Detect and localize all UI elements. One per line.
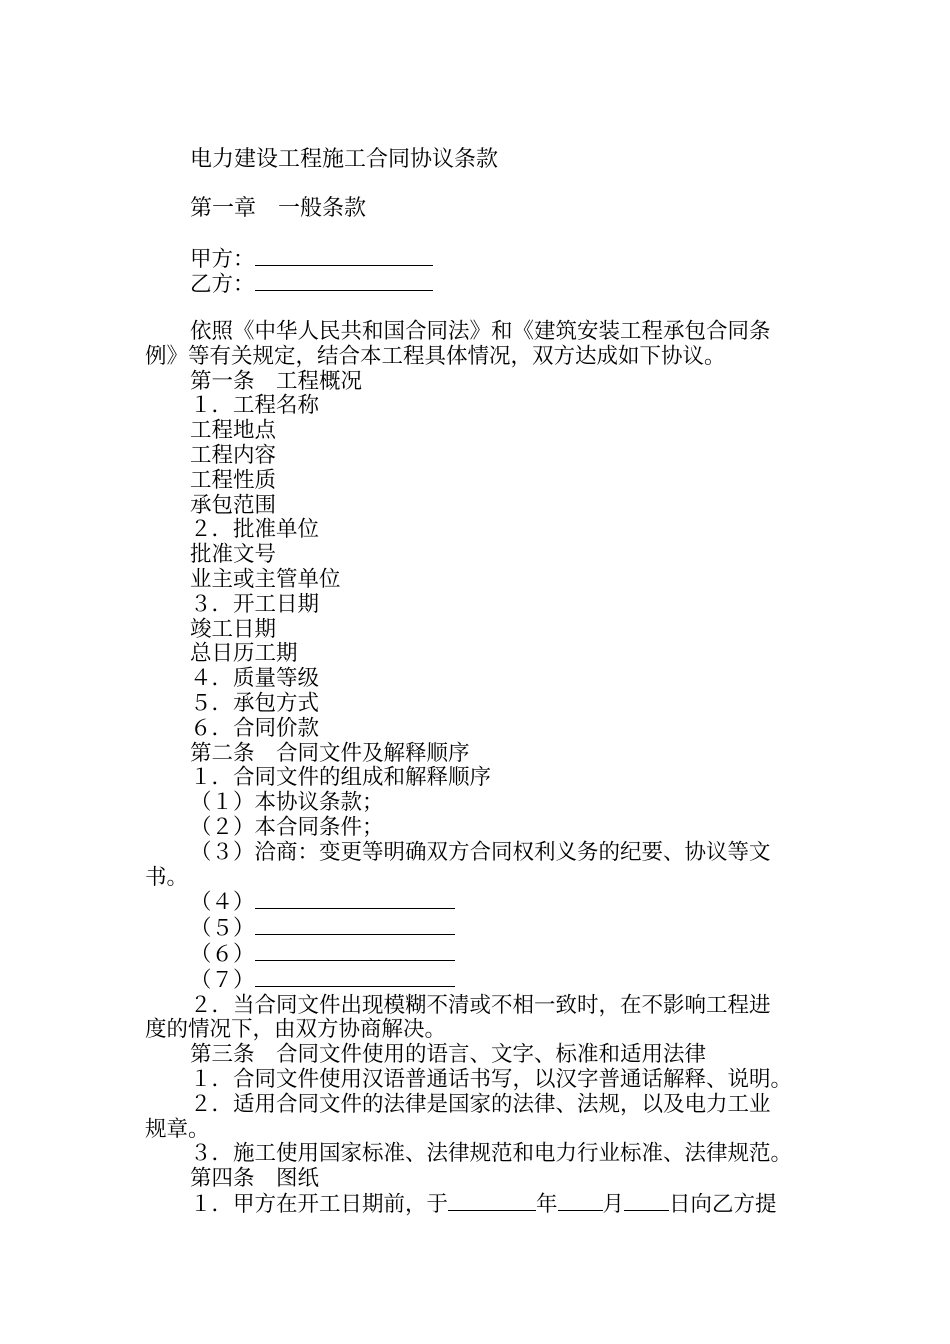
text-line [145, 1142, 825, 1167]
text-line [145, 816, 825, 841]
text-line [145, 791, 825, 816]
text-line-content: （４） [190, 890, 255, 916]
party-b-line [190, 272, 433, 297]
text-line-content: 依照《中华人民共和国合同法》和《建筑安装工程承包合同条 [190, 319, 771, 344]
text-line-content: １．合同文件使用汉语普通话书写，以汉字普通话解释、说明。 [190, 1066, 793, 1092]
text-line-content: ４．质量等级 [190, 666, 320, 692]
text-line [145, 419, 825, 444]
text-line-content: 业主或主管单位 [190, 566, 341, 592]
text-line-content: 工程内容 [190, 442, 277, 468]
fill-in-blank [255, 890, 455, 909]
chapter-heading: 第一章 一般条款 [190, 196, 367, 221]
text-line-content: 第一条 工程概况 [190, 368, 363, 394]
text-line [145, 394, 825, 419]
text-line-content: ６．合同价款 [190, 715, 320, 741]
text-line-content: （２）本合同条件； [190, 814, 384, 840]
party-b-label: 乙方： [190, 272, 255, 297]
text-line-content: 批准文号 [190, 542, 277, 568]
drawing-delivery-line [145, 1192, 825, 1218]
text-line-content: （３）洽商：变更等明确双方合同权利义务的纪要、协议等文 [190, 839, 771, 865]
text-line [145, 890, 825, 916]
text-line-content: 书。 [145, 864, 189, 890]
text-line-content: 总日历工期 [190, 641, 298, 667]
fill-in-blank [255, 942, 455, 961]
text-line [145, 568, 825, 593]
text-fragment: 日向乙方提 [669, 1191, 777, 1217]
text-line [145, 1043, 825, 1068]
fill-in-blank [255, 916, 455, 935]
text-fragment: 月 [602, 1191, 625, 1217]
text-line-content: ３．施工使用国家标准、法律规范和电力行业标准、法律规范。 [190, 1141, 793, 1167]
text-line [145, 994, 825, 1019]
party-b-blank [255, 272, 433, 291]
text-line [145, 1018, 825, 1043]
text-line [145, 692, 825, 717]
text-line [145, 1118, 825, 1143]
text-line-content: 工程地点 [190, 418, 277, 444]
text-line-content: 第四条 图纸 [190, 1166, 320, 1192]
text-line-content: ５．承包方式 [190, 690, 320, 716]
document-body [145, 320, 825, 1218]
text-line [145, 444, 825, 469]
text-line [145, 593, 825, 618]
text-line [145, 1093, 825, 1118]
text-line [145, 518, 825, 543]
text-line [145, 717, 825, 742]
text-line-content: 工程性质 [190, 467, 277, 493]
text-line [145, 469, 825, 494]
document-title: 电力建设工程施工合同协议条款 [190, 147, 499, 172]
text-line [145, 942, 825, 968]
text-line-content: ２．适用合同文件的法律是国家的法律、法规，以及电力工业 [190, 1091, 771, 1117]
text-line [145, 866, 825, 891]
text-line [145, 543, 825, 568]
party-a-label: 甲方： [190, 247, 255, 272]
text-line [145, 766, 825, 791]
text-line [145, 916, 825, 942]
text-line-content: 例》等有关规定，结合本工程具体情况，双方达成如下协议。 [145, 343, 726, 369]
fill-in-blank [255, 968, 455, 987]
text-line-content: 第三条 合同文件使用的语言、文字、标准和适用法律 [190, 1042, 707, 1068]
text-line-content: 承包范围 [190, 492, 277, 518]
text-fragment: 年 [536, 1191, 558, 1217]
text-line [145, 1068, 825, 1093]
text-line [145, 1167, 825, 1192]
text-line [145, 742, 825, 767]
text-line-content: 规章。 [145, 1116, 210, 1142]
party-a-line [190, 247, 433, 272]
date-blank [448, 1192, 536, 1211]
text-line-content: １．工程名称 [190, 393, 320, 419]
text-line [145, 320, 825, 345]
text-line [145, 370, 825, 395]
text-line [145, 841, 825, 866]
text-line [145, 667, 825, 692]
text-line-content: （５） [190, 916, 255, 942]
text-line [145, 968, 825, 994]
text-line [145, 494, 825, 519]
text-line-content: ２．当合同文件出现模糊不清或不相一致时，在不影响工程进 [190, 992, 771, 1018]
text-line [145, 345, 825, 370]
text-line-content: （６） [190, 941, 255, 967]
date-blank [558, 1192, 603, 1211]
party-a-blank [255, 247, 433, 266]
text-line [145, 642, 825, 667]
text-line-content: 竣工日期 [190, 616, 277, 642]
text-fragment: １．甲方在开工日期前，于 [190, 1191, 449, 1217]
text-line-content: 度的情况下，由双方协商解决。 [145, 1017, 447, 1043]
date-blank [624, 1192, 669, 1211]
text-line-content: ２．批准单位 [190, 517, 320, 543]
text-line-content: １．合同文件的组成和解释顺序 [190, 765, 492, 791]
text-line-content: （７） [190, 967, 255, 993]
text-line [145, 618, 825, 643]
text-line-content: （１）本协议条款； [190, 790, 384, 816]
text-line-content: 第二条 合同文件及解释顺序 [190, 740, 470, 766]
text-line-content: ３．开工日期 [190, 591, 320, 617]
